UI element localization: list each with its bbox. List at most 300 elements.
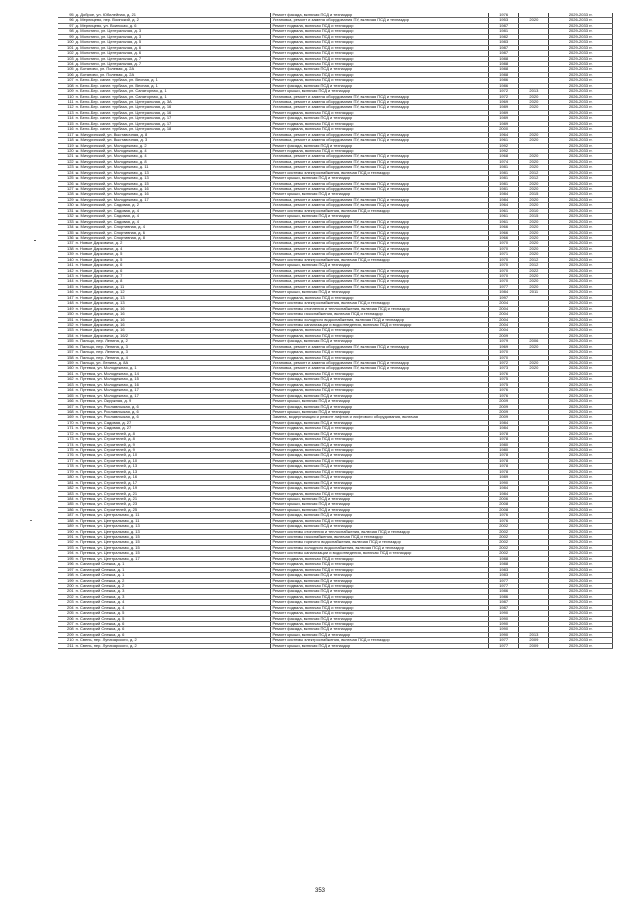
work-type-cell: Установка, ремонт и замена оборудования ПУ, включая ПСД и техназдор — [271, 132, 489, 137]
row-number-cell: 140 — [58, 257, 75, 262]
address-cell: ж. Мичуринский, ул. Спортивная, д. 8 — [75, 235, 271, 240]
planned-period-cell: 2026-2033 гг. — [549, 132, 613, 137]
address-cell: п. Пальцо, пер. Ленина, д. 4 — [75, 355, 271, 360]
build-year-cell: 1978 — [489, 431, 519, 436]
table-row — [58, 138, 613, 143]
planned-period-cell: 2026-2033 гг. — [549, 105, 613, 110]
repair-schedule-table — [58, 13, 613, 649]
table-row — [58, 100, 613, 105]
address-cell: ж. Мичуринский, ул. Выставочная, д. 3 — [75, 138, 271, 143]
address-cell: д. Мерлицево, ул. Воинская, д. 6 — [75, 23, 271, 28]
build-year-cell: 1970 — [489, 279, 519, 284]
last-repair-year-cell: 2020 — [519, 187, 549, 192]
planned-period-cell: 2029-2033 гг. — [549, 355, 613, 360]
address-cell: д. Молотино, ул. Центральная, д. 6 — [75, 51, 271, 56]
address-cell: п. Бело-Бер. санат. турбаза, ул. Санаторная, д. 1 — [75, 94, 271, 99]
address-cell: п. Новые Дарковичи, д. 7 — [75, 274, 271, 279]
table-row — [58, 165, 613, 170]
row-number-cell: 209 — [58, 632, 75, 637]
work-type-cell: Установка, ремонт и замена оборудования ПУ, включая ПСД и техназдор — [271, 100, 489, 105]
address-cell: п. Путевка, ул. Окружная, д. 9 — [75, 399, 271, 404]
planned-period-cell: 2029-2033 гг. — [549, 589, 613, 594]
work-type-cell: Ремонт фасада, включая ПСД и техназдор — [271, 143, 489, 148]
last-repair-year-cell: 2015 — [519, 192, 549, 197]
planned-period-cell: 2029-2033 гг. — [549, 567, 613, 572]
planned-period-cell: 2026-2033 гг. — [549, 284, 613, 289]
planned-period-cell: 2029-2033 гг. — [549, 524, 613, 529]
address-cell: п. Путевка, ул. Центральная, д. 17 — [75, 556, 271, 561]
planned-period-cell: 2029-2033 гг. — [549, 448, 613, 453]
build-year-cell: 1986 — [489, 83, 519, 88]
build-year-cell: 1972 — [489, 89, 519, 94]
work-type-cell: Ремонт крыши, включая ПСД и техназдор — [271, 89, 489, 94]
build-year-cell: 1969 — [489, 344, 519, 349]
work-type-cell: Установка, ремонт и замена оборудования ПУ, включая ПСД и техназдор — [271, 181, 489, 186]
work-type-cell: Ремонт системы отопления и теплоснабжения, включая ПСД и техназдор — [271, 529, 489, 534]
planned-period-cell: 2029-2033 гг. — [549, 627, 613, 632]
work-type-cell: Ремонт подвала, включая ПСД и техназдор — [271, 127, 489, 132]
address-cell: п. Новые Дарковичи, д. 11 — [75, 284, 271, 289]
row-number-cell: 139 — [58, 252, 75, 257]
table-row — [58, 181, 613, 186]
build-year-cell: 2004 — [489, 306, 519, 311]
work-type-cell: Установка, ремонт и замена оборудования ПУ, включая ПСД и техназдор — [271, 18, 489, 23]
work-type-cell: Ремонт подвала, включая ПСД и техназдор — [271, 45, 489, 50]
last-repair-year-cell: 2006 — [519, 339, 549, 344]
work-type-cell: Установка, ремонт и замена оборудования ПУ, включая ПСД и техназдор — [271, 366, 489, 371]
last-repair-year-cell: 2013 — [519, 632, 549, 637]
address-cell: п. Путевка, ул. Рославльская, д. 6 — [75, 404, 271, 409]
address-cell: п. Путевка, ул. Центральная, д. 15 — [75, 535, 271, 540]
address-cell: д. Молотино, ул. Центральная, д. 6 — [75, 45, 271, 50]
build-year-cell: 1981 — [489, 29, 519, 34]
row-number-cell: 170 — [58, 420, 75, 425]
work-type-cell: Ремонт фасада, включая ПСД и техназдор — [271, 486, 489, 491]
row-number-cell: 131 — [58, 208, 75, 213]
row-number-cell: 176 — [58, 453, 75, 458]
work-type-cell: Ремонт фасада, включая ПСД и техназдор — [271, 627, 489, 632]
build-year-cell: 1984 — [489, 486, 519, 491]
address-cell: п. Новые Дарковичи, д. 2 — [75, 241, 271, 246]
build-year-cell: 1983 — [489, 567, 519, 572]
row-number-cell: 164 — [58, 388, 75, 393]
table-row — [58, 94, 613, 99]
address-cell: п. Бело-Бер. санат. турбаза, ул. Центральная, д. 18 — [75, 127, 271, 132]
address-cell: ж. Мичуринский, ул. Спортивная, д. 4 — [75, 225, 271, 230]
row-number-cell: 182 — [58, 486, 75, 491]
build-year-cell: 1977 — [489, 643, 519, 648]
planned-period-cell: 2029-2033 гг. — [549, 420, 613, 425]
planned-period-cell: 2026-2033 гг. — [549, 138, 613, 143]
address-cell: п. Санаторий Снежка, д. 3 — [75, 594, 271, 599]
table-row — [58, 235, 613, 240]
row-number-cell: 188 — [58, 518, 75, 523]
work-type-cell: Ремонт подвала, включая ПСД и техназдор — [271, 148, 489, 153]
table-row — [58, 132, 613, 137]
last-repair-year-cell: 2020 — [519, 344, 549, 349]
row-number-cell: 102 — [58, 51, 75, 56]
build-year-cell: 1975 — [489, 377, 519, 382]
build-year-cell: 1970 — [489, 241, 519, 246]
row-number-cell: 129 — [58, 197, 75, 202]
address-cell: ж. Мичуринский, ул. Молодежная, д. 16 — [75, 187, 271, 192]
build-year-cell: 1992 — [489, 143, 519, 148]
row-number-cell: 116 — [58, 127, 75, 132]
build-year-cell: 1978 — [489, 453, 519, 458]
address-cell: п. Путевка, ул. Центральная, д. 15 — [75, 545, 271, 550]
row-number-cell: 120 — [58, 148, 75, 153]
planned-period-cell: 2026-2033 гг. — [549, 235, 613, 240]
address-cell: п. Бело-Бер. санат. турбаза, ул. Весная, д. 1 — [75, 83, 271, 88]
work-type-cell: Ремонт системы газоснабжения, включая ПСД и техназдор — [271, 312, 489, 317]
work-type-cell: Ремонт крыши, включая ПСД и техназдор — [271, 502, 489, 507]
work-type-cell: Ремонт фасада, включая ПСД и техназдор — [271, 377, 489, 382]
row-number-cell: 210 — [58, 638, 75, 643]
row-number-cell: 109 — [58, 89, 75, 94]
planned-period-cell: 2029-2033 гг. — [549, 78, 613, 83]
row-number-cell: 115 — [58, 121, 75, 126]
planned-period-cell: 2029-2033 гг. — [549, 317, 613, 322]
work-type-cell: Ремонт системы электроснабжения, включая ПСД и техназдор — [271, 208, 489, 213]
last-repair-year-cell: 2020 — [519, 159, 549, 164]
last-repair-year-cell: 2020 — [519, 197, 549, 202]
work-type-cell: Ремонт фасада, включая ПСД и техназдор — [271, 83, 489, 88]
planned-period-cell: 2029-2033 гг. — [549, 453, 613, 458]
planned-period-cell: 2029-2033 гг. — [549, 638, 613, 643]
address-cell: п. Путевка, ул. Центральная, д. 11 — [75, 518, 271, 523]
table-row — [58, 192, 613, 197]
planned-period-cell: 2029-2033 гг. — [549, 622, 613, 627]
work-type-cell: Установка, ремонт и замена оборудования ПУ, включая ПСД и техназдор — [271, 197, 489, 202]
planned-period-cell: 2029-2033 гг. — [549, 442, 613, 447]
last-repair-year-cell: 2020 — [519, 105, 549, 110]
address-cell: п. Новые Дарковичи, д. 6 — [75, 268, 271, 273]
work-type-cell: Ремонт подвала, включая ПСД и техназдор — [271, 622, 489, 627]
build-year-cell: 2009 — [489, 415, 519, 420]
planned-period-cell: 2026-2033 гг. — [549, 279, 613, 284]
row-number-cell: 202 — [58, 594, 75, 599]
build-year-cell: 1978 — [489, 464, 519, 469]
work-type-cell: Установка, ремонт и замена оборудования ПУ, включая ПСД и техназдор — [271, 235, 489, 240]
table-row — [58, 643, 613, 648]
row-number-cell: 197 — [58, 567, 75, 572]
address-cell: п. Путевка, ул. Молодежная, д. 17 — [75, 393, 271, 398]
last-repair-year-cell: 2020 — [519, 284, 549, 289]
address-cell: п. Санаторий Снежка, д. 2 — [75, 578, 271, 583]
build-year-cell: 2008 — [489, 502, 519, 507]
build-year-cell: 1970 — [489, 263, 519, 268]
address-cell: п. Путевка, ул. Садовая, д. 27 — [75, 426, 271, 431]
build-year-cell: 1969 — [489, 100, 519, 105]
build-year-cell: 1987 — [489, 51, 519, 56]
row-number-cell: 208 — [58, 627, 75, 632]
address-cell: п. Новые Дарковичи, д. 16 — [75, 328, 271, 333]
address-cell: п. Санаторий Снежка, д. 1 — [75, 562, 271, 567]
build-year-cell: 1966 — [489, 225, 519, 230]
planned-period-cell: 2029-2033 гг. — [549, 507, 613, 512]
planned-period-cell: 2029-2033 гг. — [549, 263, 613, 268]
planned-period-cell: 2026-2033 гг. — [549, 181, 613, 186]
build-year-cell: 1989 — [489, 121, 519, 126]
build-year-cell: 1988 — [489, 61, 519, 66]
row-number-cell: 145 — [58, 284, 75, 289]
address-cell: п. Новые Дарковичи, д. 5 — [75, 257, 271, 262]
work-type-cell: Ремонт подвала, включая ПСД и техназдор — [271, 72, 489, 77]
planned-period-cell: 2029-2033 гг. — [549, 295, 613, 300]
row-number-cell: 166 — [58, 399, 75, 404]
build-year-cell: 1970 — [489, 350, 519, 355]
row-number-cell: 153 — [58, 328, 75, 333]
last-repair-year-cell: 2020 — [519, 154, 549, 159]
row-number-cell: 123 — [58, 165, 75, 170]
address-cell: п. Санаторий Снежка, д. 3 — [75, 589, 271, 594]
row-number-cell: 121 — [58, 154, 75, 159]
planned-period-cell: 2029-2033 гг. — [549, 371, 613, 376]
address-cell: п. Путевка, ул. Строителей, д. 16 — [75, 475, 271, 480]
planned-period-cell: 2029-2033 гг. — [549, 121, 613, 126]
work-type-cell: Ремонт подвала, включая ПСД и техназдор — [271, 562, 489, 567]
planned-period-cell: 2029-2033 гг. — [549, 192, 613, 197]
work-type-cell: Ремонт фасада, включая ПСД и техназдор — [271, 578, 489, 583]
row-number-cell: 150 — [58, 312, 75, 317]
scan-speck — [34, 240, 36, 241]
address-cell: д. Доброе, ул. Юбилейная, д. 21 — [75, 13, 271, 18]
build-year-cell: 1971 — [489, 252, 519, 257]
planned-period-cell: 2026-2033 гг. — [549, 219, 613, 224]
work-type-cell: Установка, ремонт и замена оборудования ПУ, включая ПСД и техназдор — [271, 94, 489, 99]
table-body — [58, 13, 613, 649]
build-year-cell: 1988 — [489, 67, 519, 72]
work-type-cell: Ремонт системы канализации и водоотведения, включая ПСД и техназдор — [271, 551, 489, 556]
build-year-cell: 1953 — [489, 18, 519, 23]
work-type-cell: Ремонт системы электроснабжения, включая ПСД и техназдор — [271, 638, 489, 643]
table-row — [58, 105, 613, 110]
row-number-cell: 128 — [58, 192, 75, 197]
work-type-cell: Ремонт системы электроснабжения, включая ПСД и техназдор — [271, 301, 489, 306]
last-repair-year-cell: 2020 — [519, 219, 549, 224]
work-type-cell: Установка, ремонт и замена оборудования ПУ, включая ПСД и техназдор — [271, 230, 489, 235]
row-number-cell: 185 — [58, 502, 75, 507]
work-type-cell: Установка, ремонт и замена оборудования ПУ, включая ПСД и техназдор — [271, 268, 489, 273]
planned-period-cell: 2029-2033 гг. — [549, 551, 613, 556]
planned-period-cell: 2026-2033 гг. — [549, 361, 613, 366]
row-number-cell: 179 — [58, 469, 75, 474]
row-number-cell: 118 — [58, 138, 75, 143]
planned-period-cell: 2026-2033 гг. — [549, 154, 613, 159]
row-number-cell: 110 — [58, 94, 75, 99]
row-number-cell: 158 — [58, 355, 75, 360]
build-year-cell: 1990 — [489, 480, 519, 485]
row-number-cell: 199 — [58, 578, 75, 583]
planned-period-cell: 2029-2033 гг. — [549, 426, 613, 431]
row-number-cell: 178 — [58, 464, 75, 469]
address-cell: ж. Мичуринский, ул. Молодежная, д. 11 — [75, 165, 271, 170]
build-year-cell: 1966 — [489, 235, 519, 240]
planned-period-cell: 2029-2033 гг. — [549, 382, 613, 387]
planned-period-cell: 2026-2033 гг. — [549, 230, 613, 235]
planned-period-cell: 2029-2033 гг. — [549, 573, 613, 578]
row-number-cell: 193 — [58, 545, 75, 550]
work-type-cell: Ремонт фасада, включая ПСД и техназдор — [271, 393, 489, 398]
row-number-cell: 155 — [58, 339, 75, 344]
build-year-cell: 2008 — [489, 507, 519, 512]
row-number-cell: 146 — [58, 290, 75, 295]
address-cell: д. Молотино, ул. Центральная, д. 5 — [75, 40, 271, 45]
build-year-cell: 1988 — [489, 562, 519, 567]
last-repair-year-cell: 2010 — [519, 208, 549, 213]
planned-period-cell: 2029-2033 гг. — [549, 556, 613, 561]
build-year-cell: 1989 — [489, 116, 519, 121]
build-year-cell: 1978 — [489, 437, 519, 442]
address-cell: д. Ботаново, ул. Полевая, д. 2А — [75, 72, 271, 77]
row-number-cell: 126 — [58, 181, 75, 186]
build-year-cell: 1997 — [489, 295, 519, 300]
row-number-cell: 133 — [58, 219, 75, 224]
row-number-cell: 106 — [58, 72, 75, 77]
address-cell: п. Путевка, ул. Молодежная, д. 17 — [75, 388, 271, 393]
last-repair-year-cell: 2020 — [519, 235, 549, 240]
work-type-cell: Установка, ремонт и замена оборудования ПУ, включая ПСД и техназдор — [271, 274, 489, 279]
build-year-cell: 1980 — [489, 448, 519, 453]
build-year-cell: 1989 — [489, 475, 519, 480]
planned-period-cell: 2026-2033 гг. — [549, 344, 613, 349]
work-type-cell: Ремонт подвала, включая ПСД и техназдор — [271, 371, 489, 376]
last-repair-year-cell: 2020 — [519, 138, 549, 143]
row-number-cell: 98 — [58, 29, 75, 34]
work-type-cell: Ремонт крыши, включая ПСД и техназдор — [271, 290, 489, 295]
planned-period-cell: 2026-2033 гг. — [549, 165, 613, 170]
planned-period-cell: 2029-2033 гг. — [549, 176, 613, 181]
work-type-cell: Ремонт фасада, включая ПСД и техназдор — [271, 13, 489, 18]
planned-period-cell: 2029-2033 гг. — [549, 56, 613, 61]
row-number-cell: 211 — [58, 643, 75, 648]
row-number-cell: 173 — [58, 437, 75, 442]
row-number-cell: 104 — [58, 61, 75, 66]
row-number-cell: 135 — [58, 230, 75, 235]
planned-period-cell: 2029-2033 гг. — [549, 535, 613, 540]
table-row — [58, 225, 613, 230]
build-year-cell: 1970 — [489, 355, 519, 360]
row-number-cell: 206 — [58, 616, 75, 621]
planned-period-cell: 2029-2033 гг. — [549, 464, 613, 469]
address-cell: п. Новые Дарковичи, д. 5 — [75, 252, 271, 257]
work-type-cell: Ремонт крыши, включая ПСД и техназдор — [271, 399, 489, 404]
address-cell: п. Путевка, ул. Строителей, д. 10 — [75, 458, 271, 463]
table-row — [58, 159, 613, 164]
work-type-cell: Ремонт системы холодного водоснабжения, включая ПСД и техназдор — [271, 545, 489, 550]
planned-period-cell: 2026-2033 гг. — [549, 274, 613, 279]
work-type-cell: Установка, ремонт и замена оборудования ПУ, включая ПСД и техназдор — [271, 165, 489, 170]
work-type-cell: Установка, ремонт и замена оборудования ПУ, включая ПСД и техназдор — [271, 219, 489, 224]
planned-period-cell: 2026-2033 гг. — [549, 100, 613, 105]
build-year-cell: 1988 — [489, 556, 519, 561]
work-type-cell: Ремонт подвала, включая ПСД и техназдор — [271, 382, 489, 387]
build-year-cell: 1973 — [489, 366, 519, 371]
last-repair-year-cell: 2020 — [519, 366, 549, 371]
work-type-cell: Ремонт фасада, включая ПСД и техназдор — [271, 524, 489, 529]
planned-period-cell: 2029-2033 гг. — [549, 496, 613, 501]
work-type-cell: Установка, ремонт и замена оборудования ПУ, включая ПСД и техназдор — [271, 225, 489, 230]
row-number-cell: 160 — [58, 366, 75, 371]
scan-speck — [30, 520, 32, 521]
build-year-cell: 1990 — [489, 627, 519, 632]
build-year-cell: 2009 — [489, 333, 519, 338]
address-cell: п. Путевка, ул. Молодежная, д. 14 — [75, 371, 271, 376]
work-type-cell: Установка, ремонт и замена оборудования ПУ, включая ПСД и техназдор — [271, 203, 489, 208]
build-year-cell: 2006 — [489, 496, 519, 501]
work-type-cell: Ремонт крыши, включая ПСД и техназдор — [271, 507, 489, 512]
address-cell: ж. Мичуринский, ул. Молодежная, д. 8 — [75, 159, 271, 164]
work-type-cell: Установка, ремонт и замена оборудования ПУ, включая ПСД и техназдор — [271, 187, 489, 192]
work-type-cell: Ремонт фасада, включая ПСД и техназдор — [271, 616, 489, 621]
build-year-cell: 1964 — [489, 132, 519, 137]
last-repair-year-cell: 2020 — [519, 274, 549, 279]
work-type-cell: Ремонт фасада, включая ПСД и техназдор — [271, 453, 489, 458]
build-year-cell: 1976 — [489, 388, 519, 393]
row-number-cell: 198 — [58, 573, 75, 578]
work-type-cell: Ремонт подвала, включая ПСД и техназдор — [271, 350, 489, 355]
last-repair-year-cell: 2020 — [519, 241, 549, 246]
build-year-cell: 1977 — [489, 638, 519, 643]
address-cell: ж. Мичуринский, ул. Спортивная, д. 6 — [75, 230, 271, 235]
row-number-cell: 195 — [58, 556, 75, 561]
work-type-cell: Ремонт системы газоснабжения, включая ПСД и техназдор — [271, 535, 489, 540]
row-number-cell: 189 — [58, 524, 75, 529]
row-number-cell: 191 — [58, 535, 75, 540]
address-cell: п. Новые Дарковичи, д. 13 — [75, 301, 271, 306]
planned-period-cell: 2026-2033 гг. — [549, 241, 613, 246]
planned-period-cell: 2029-2033 гг. — [549, 583, 613, 588]
row-number-cell: 205 — [58, 611, 75, 616]
row-number-cell: 157 — [58, 350, 75, 355]
row-number-cell: 124 — [58, 170, 75, 175]
address-cell: п. Бело-Бер. санат. турбаза, ул. Весная, д. 1 — [75, 78, 271, 83]
work-type-cell: Установка, ремонт и замена оборудования ПУ, включая ПСД и техназдор — [271, 361, 489, 366]
work-type-cell: Ремонт фасада, включая ПСД и техназдор — [271, 475, 489, 480]
build-year-cell: 1984 — [489, 491, 519, 496]
row-number-cell: 147 — [58, 295, 75, 300]
planned-period-cell: 2029-2033 гг. — [549, 301, 613, 306]
address-cell: п. Санаторий Снежка, д. 6 — [75, 622, 271, 627]
address-cell: п. Путевка, ул. Строителей, д. 8 — [75, 437, 271, 442]
build-year-cell: 1984 — [489, 192, 519, 197]
work-type-cell: Ремонт фасада, включая ПСД и техназдор — [271, 480, 489, 485]
planned-period-cell: 2029-2033 гг. — [549, 605, 613, 610]
address-cell: п. Санаторий Снежка, д. 4 — [75, 605, 271, 610]
planned-period-cell: 2026-2033 гг. — [549, 94, 613, 99]
address-cell: ж. Мичуринский, ул. Молодежная, д. 13 — [75, 170, 271, 175]
address-cell: п. Санаторий Снежка, д. 4 — [75, 600, 271, 605]
work-type-cell: Ремонт подвала, включая ПСД и техназдор — [271, 56, 489, 61]
planned-period-cell: 2029-2033 гг. — [549, 437, 613, 442]
address-cell: п. Путевка, ул. Строителей, д. 17 — [75, 480, 271, 485]
planned-period-cell: 2029-2033 гг. — [549, 328, 613, 333]
row-number-cell: 132 — [58, 214, 75, 219]
planned-period-cell: 2026-2033 гг. — [549, 246, 613, 251]
build-year-cell: 1984 — [489, 290, 519, 295]
work-type-cell: Ремонт фасада, включая ПСД и техназдор — [271, 116, 489, 121]
last-repair-year-cell: 2020 — [519, 181, 549, 186]
work-type-cell: Ремонт системы горячего водоснабжения, включая ПСД и техназдор — [271, 540, 489, 545]
planned-period-cell: 2029-2033 гг. — [549, 45, 613, 50]
table-row — [58, 187, 613, 192]
row-number-cell: 107 — [58, 78, 75, 83]
build-year-cell: 2002 — [489, 545, 519, 550]
planned-period-cell: 2029-2033 гг. — [549, 257, 613, 262]
address-cell: п. Путевка, ул. Рославльская, д. 6 — [75, 415, 271, 420]
planned-period-cell: 2029-2033 гг. — [549, 486, 613, 491]
work-type-cell: Ремонт крыши, включая ПСД и техназдор — [271, 496, 489, 501]
